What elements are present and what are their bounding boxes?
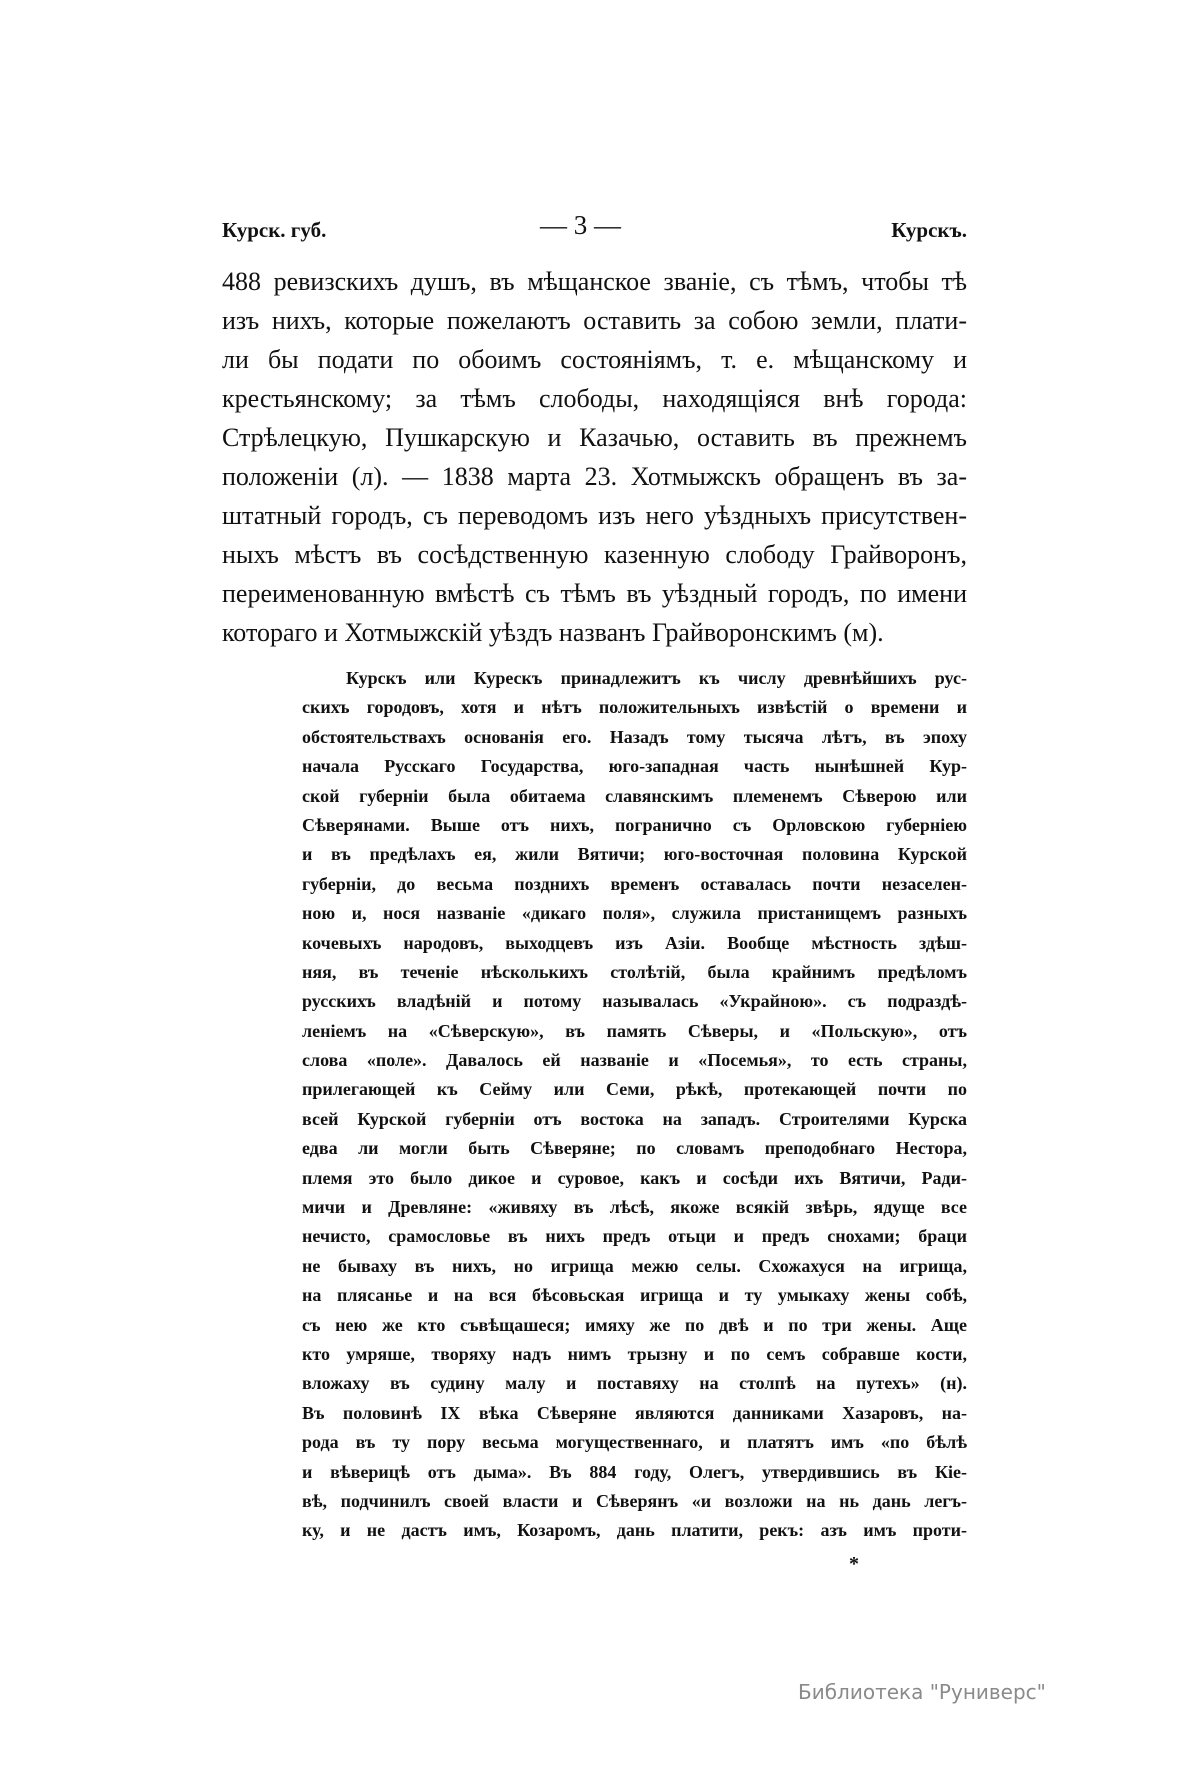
text-line: крестьянскому; за тѣмъ слободы, находящіяся внѣ города:	[222, 384, 967, 413]
text-line: прилегающей къ Сейму или Семи, рѣкѣ, протекающей почти по	[302, 1079, 967, 1100]
text-line: Въ половинѣ IX вѣка Сѣверяне являются данниками Хазаровъ, на-	[302, 1402, 967, 1423]
text-line: положеніи (л). — 1838 марта 23. Хотмыжскъ обращенъ въ за-	[222, 462, 967, 491]
text-line: Сѣверянами. Выше отъ нихъ, погранично съ Орловскою губерніею	[302, 814, 967, 835]
text-line: едва ли могли быть Сѣверяне; по словамъ преподобнаго Нестора,	[302, 1138, 967, 1159]
text-line: обстоятельствахъ основанія его. Назадъ тому тысяча лѣтъ, въ эпоху	[302, 726, 967, 747]
text-line: вложаху въ судину малу и поставяху на столпѣ на путехъ» (н).	[302, 1373, 967, 1394]
text-line: изъ нихъ, которые пожелаютъ оставить за собою земли, плати-	[222, 306, 967, 335]
text-line: начала Русскаго Государства, юго-западная часть нынѣшней Кур-	[302, 756, 967, 777]
text-line: и вѣверицѣ отъ дыма». Въ 884 году, Олегъ, утвердившись въ Кіе-	[302, 1461, 967, 1482]
running-header-left: Курск. губ.	[222, 218, 327, 242]
text-line: леніемъ на «Сѣверскую», въ память Сѣверы, и «Польскую», отъ	[302, 1020, 967, 1041]
text-line: няя, въ теченіе нѣсколькихъ столѣтій, была крайнимъ предѣломъ	[302, 961, 967, 982]
running-header-right: Курскъ.	[891, 218, 967, 242]
page-number: — 3 —	[540, 210, 621, 240]
text-line: кто умряше, творяху надъ нимъ трызну и по семъ собравше кости,	[302, 1343, 967, 1364]
text-line: съ нею же кто съвѣщашеся; имяху же по двѣ и по три жены. Аще	[302, 1314, 967, 1335]
text-line: ныхъ мѣстъ въ сосѣдственную казенную слободу Грайворонъ,	[222, 540, 967, 569]
text-line: всей Курской губерніи отъ востока на западъ. Строителями Курска	[302, 1108, 967, 1129]
text-line: вѣ, подчинилъ своей власти и Сѣверянъ «и возложи на нь дань легъ-	[302, 1490, 967, 1511]
text-line: кочевыхъ народовъ, выходцевъ изъ Азіи. Вообще мѣстность здѣш-	[302, 932, 967, 953]
text-line: котораго и Хотмыжскій уѣздъ названъ Грайворонскимъ (м).	[222, 618, 884, 647]
text-line: ною и, нося названіе «дикаго поля», служила пристанищемъ разныхъ	[302, 903, 967, 924]
text-line: Стрѣлецкую, Пушкарскую и Казачью, оставить въ прежнемъ	[222, 423, 967, 452]
text-line: мичи и Древляне: «живяху въ лѣсѣ, якоже всякій звѣрь, ядуще все	[302, 1197, 967, 1218]
library-watermark: Библиотека "Руниверс"	[798, 1680, 1046, 1704]
text-line: 488 ревизскихъ душъ, въ мѣщанское званіе, съ тѣмъ, чтобы тѣ	[222, 267, 967, 296]
historical-note	[302, 664, 967, 1546]
text-line: слова «поле». Давалось ей названіе и «Посемья», то есть страны,	[302, 1050, 967, 1071]
text-line: ской губерніи была обитаема славянскимъ племенемъ Сѣверою или	[302, 785, 967, 806]
text-line: племя это было дикое и суровое, какъ и сосѣди ихъ Вятичи, Ради-	[302, 1167, 967, 1188]
text-line: не бываху въ нихъ, но игрища межю селы. Схожахуся на игрища,	[302, 1255, 967, 1276]
text-line: скихъ городовъ, хотя и нѣтъ положительныхъ извѣстій о времени и	[302, 697, 967, 718]
text-line: рода въ ту пору весьма могущественнаго, и платятъ имъ «по бѣлѣ	[302, 1432, 967, 1453]
text-line: нечисто, срамословье въ нихъ предъ отьци и предъ снохами; браци	[302, 1226, 967, 1247]
text-line: и въ предѣлахъ ея, жили Вятичи; юго-восточная половина Курской	[302, 844, 967, 865]
text-line: русскихъ владѣній и потому называлась «Украйною». съ подраздѣ-	[302, 991, 967, 1012]
text-line: ли бы подати по обоимъ состояніямъ, т. е. мѣщанскому и	[222, 345, 967, 374]
text-line: штатный городъ, съ переводомъ изъ него уѣздныхъ присутствен-	[222, 501, 967, 530]
text-line: ку, и не дастъ имъ, Козаромъ, дань платити, рекъ: азъ имъ проти-	[302, 1520, 967, 1541]
text-line: на плясанье и на вся бѣсовьская игрища и ту умыкаху жены собѣ,	[302, 1285, 967, 1306]
text-line: переименованную вмѣстѣ съ тѣмъ въ уѣздный городъ, по имени	[222, 579, 967, 608]
signature-mark: *	[849, 1553, 859, 1575]
text-line: губерніи, до весьма позднихъ временъ оставалась почти незаселен-	[302, 873, 967, 894]
main-text	[222, 262, 967, 652]
text-line: Курскъ или Курескъ принадлежитъ къ числу древнѣйшихъ рус-	[346, 668, 967, 688]
